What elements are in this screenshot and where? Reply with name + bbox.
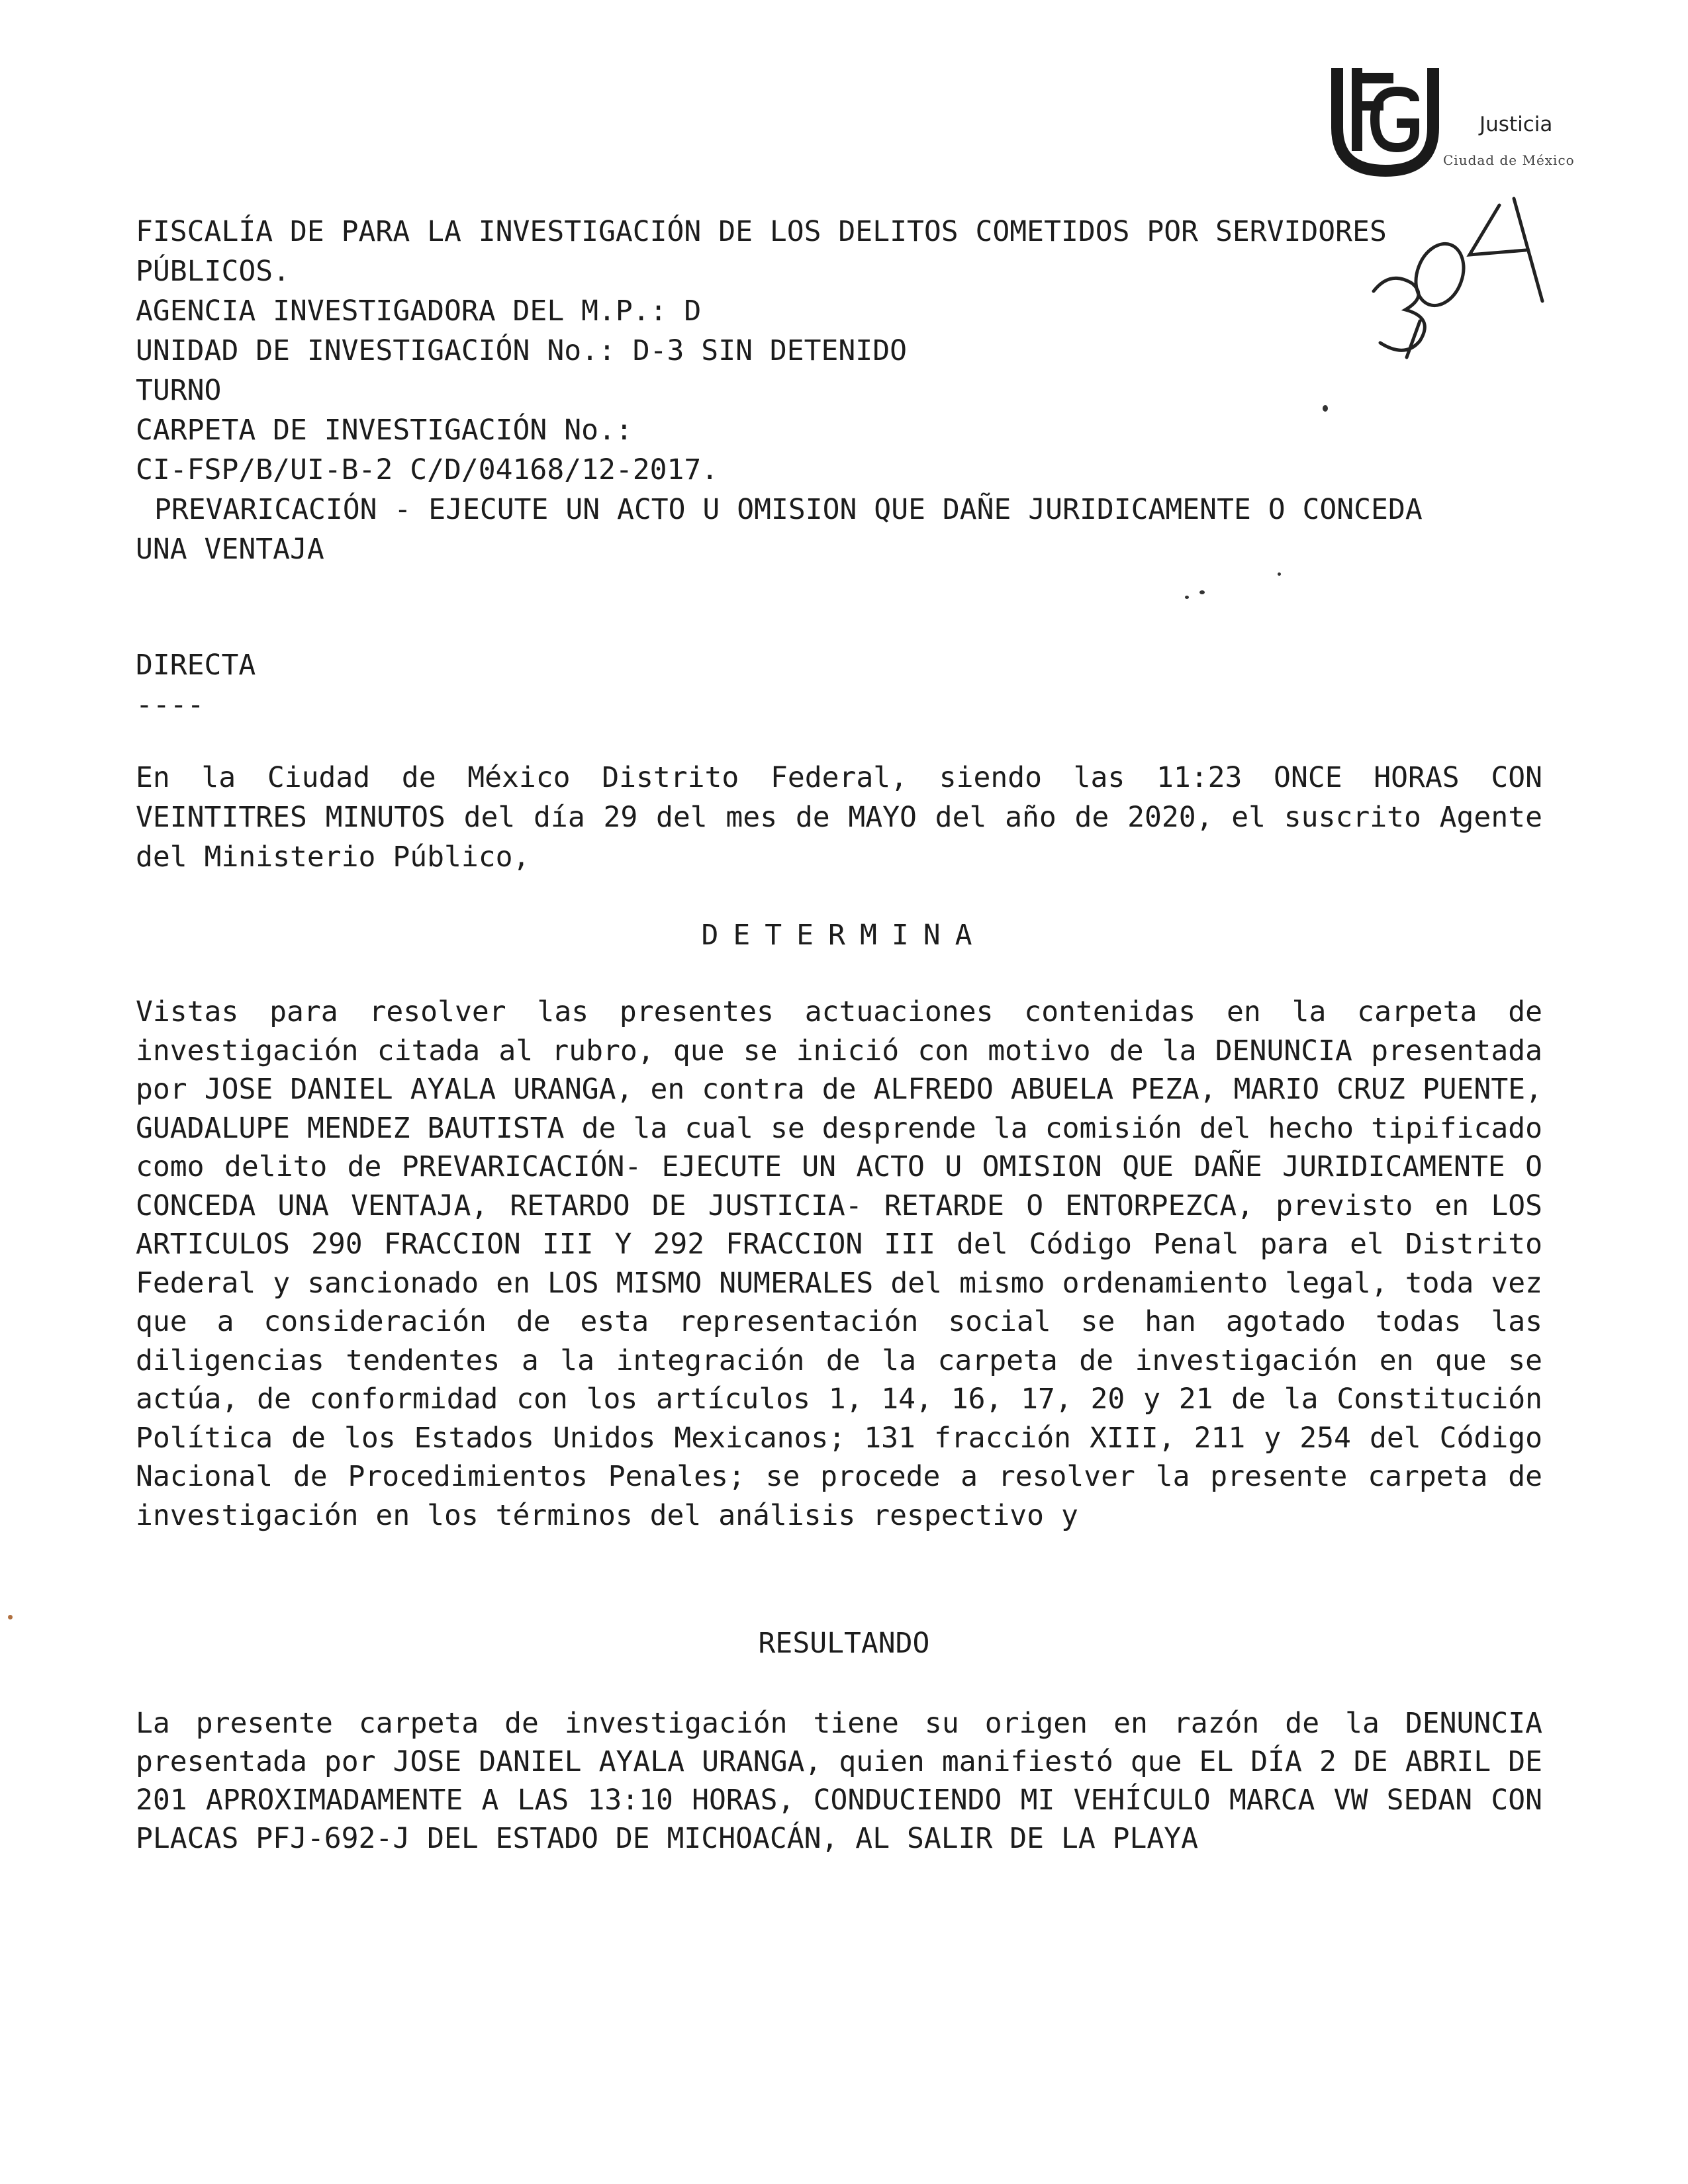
resultando-paragraph: La presente carpeta de investigación tiene su origen en razón de la DENUNCIA presentada por JOSE DANIEL AYALA URANGA, quien manifiestó que EL DÍA 2 DE ABRIL DE 201 APROXIMADAMENTE A LAS 13:10 HORAS, CONDUCIENDO MI VEHÍCULO MARCA VW SEDAN CON PLACAS PFJ-692-J DEL ESTADO DE MICHOACÁN, AL SALIR DE LA PLAYA [136, 1707, 1542, 1855]
header-fiscalia-line: FISCALÍA DE PARA LA INVESTIGACIÓN DE LOS DELITOS COMETIDOS POR SERVIDORES [136, 215, 1387, 248]
header-turno-line: TURNO [136, 374, 222, 407]
scan-speck [1278, 572, 1281, 576]
header-unidad-line: UNIDAD DE INVESTIGACIÓN No.: D-3 SIN DETENIDO [136, 334, 907, 367]
header-carpeta-label: CARPETA DE INVESTIGACIÓN No.: [136, 414, 633, 447]
logo-brand-text: Justicia [1479, 113, 1553, 136]
header-carpeta-number: CI-FSP/B/UI-B-2 C/D/04168/12-2017. [136, 453, 719, 486]
determina-title: DETERMINA [701, 919, 987, 952]
fgj-emblem-icon [1327, 65, 1446, 177]
header-delito-line: PREVARICACIÓN - EJECUTE UN ACTO U OMISION QUE DAÑE JURIDICAMENTE O CONCEDA [154, 493, 1423, 526]
header-agencia-line: AGENCIA INVESTIGADORA DEL M.P.: D [136, 295, 702, 328]
logo-city-text: Ciudad de México [1443, 152, 1575, 168]
determina-paragraph: Vistas para resolver las presentes actuaciones contenidas en la carpeta de investigación citada al rubro, que se inició con motivo de la DENUNCIA presentada por JOSE DANIEL AYALA URANGA, en contra de ALFREDO ABUELA PEZA, MARIO CRUZ PUENTE, GUADALUPE MENDEZ BAUTISTA de la cual se desprende la comisión del hecho tipificado como delito de PREVARICACIÓN- EJECUTE UN ACTO U OMISION QUE DAÑE JURIDICAMENTE O CONCEDA UNA VENTAJA, RETARDO DE JUSTICIA- RETARDE O ENTORPEZCA, previsto en LOS ARTICULOS 290 FRACCION III Y 292 FRACCION III del Código Penal para el Distrito Federal y sancionado en LOS MISMO NUMERALES del mismo ordenamiento legal, toda vez que a consideración de esta representación social se han agotado todas las diligencias tendentes a la integración de la carpeta de investigación en que se actúa, de conformidad con los artículos 1, 14, 16, 17, 20 y 21 de la Constitución Política de los Estados Unidos Mexicanos; 131 fracción XIII, 211 y 254 del Código Nacional de Procedimientos Penales; se procede a resolver la presente carpeta de investigación en los términos del análisis respectivo y [136, 995, 1542, 1532]
scan-speck [1185, 596, 1189, 599]
directa-underline: ---- [136, 688, 205, 721]
intro-paragraph: En la Ciudad de México Distrito Federal, siendo las 11:23 ONCE HORAS CON VEINTITRES MINUTOS del día 29 del mes de MAYO del año de 2020, el suscrito Agente del Ministerio Público, [136, 761, 1542, 874]
header-delito-line-2: UNA VENTAJA [136, 533, 324, 566]
directa-heading [136, 645, 256, 725]
fgj-logo [1327, 65, 1579, 177]
scan-speck [8, 1615, 13, 1619]
directa-label: DIRECTA [136, 649, 256, 682]
case-header [136, 212, 1552, 569]
header-publicos-line: PÚBLICOS. [136, 255, 290, 288]
scan-speck [1199, 590, 1205, 594]
scan-speck [1323, 405, 1328, 412]
resultando-title: RESULTANDO [758, 1627, 930, 1660]
